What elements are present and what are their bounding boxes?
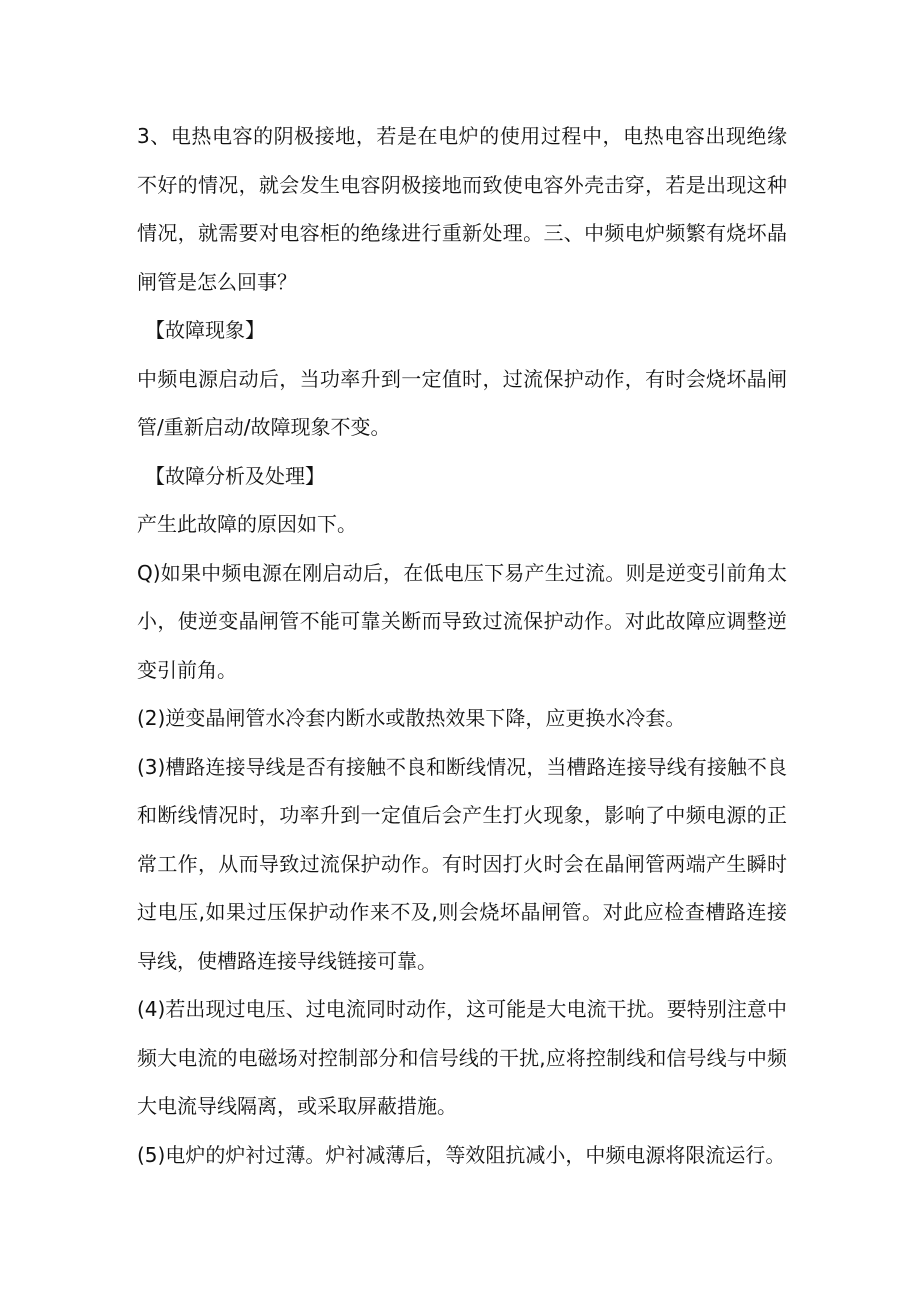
paragraph-cause-4: (4)若出现过电压、过电流同时动作，这可能是大电流干扰。要特别注意中频大电流的电磁场对控制部分和信号线的干扰,应将控制线和信号线与中频大电流导线隔离，或采取屏蔽措施。 <box>137 997 787 1118</box>
paragraph-cause-1: Q)如果中频电源在刚启动后，在低电压下易产生过流。则是逆变引前角太小，使逆变晶闸管不能可靠关断而导致过流保护动作。对此故障应调整逆变引前角。 <box>137 560 787 682</box>
document-body <box>137 112 787 1179</box>
paragraph-causes-intro: 产生此故障的原因如下。 <box>137 512 357 536</box>
heading-fault-symptom: 【故障现象】 <box>145 318 265 342</box>
heading-fault-analysis: 【故障分析及处理】 <box>145 463 325 488</box>
paragraph-fault-symptom: 中频电源启动后，当功率升到一定值时，过流保护动作，有时会烧坏晶闸管/重新启动/故障现象不变。 <box>137 366 787 439</box>
paragraph-cause-2: (2)逆变晶闸管水冷套内断水或散热效果下降，应更换水冷套。 <box>137 706 686 730</box>
paragraph-cause-3: (3)槽路连接导线是否有接触不良和断线情况，当槽路连接导线有接触不良和断线情况时，功率升到一定值后会产生打火现象，影响了中频电源的正常工作，从而导致过流保护动作。有时因打火时会在晶闸管两端产生瞬时过电压,如果过压保护动作来不及,则会烧坏晶闸管。对此应检查槽路连接导线，使槽路连接导线链接可靠。 <box>137 754 787 973</box>
paragraph-cause-5: (5)电炉的炉衬过薄。炉衬减薄后，等效阻抗减小，中频电源将限流运行。 <box>137 1142 786 1167</box>
paragraph-capacitor-grounding: 3、电热电容的阴极接地，若是在电炉的使用过程中，电热电容出现绝缘不好的情况，就会发生电容阴极接地而致使电容外壳击穿，若是出现这种情况，就需要对电容柜的绝缘进行重新处理。三、中频电炉频繁有烧坏晶闸管是怎么回事？ <box>137 124 787 294</box>
